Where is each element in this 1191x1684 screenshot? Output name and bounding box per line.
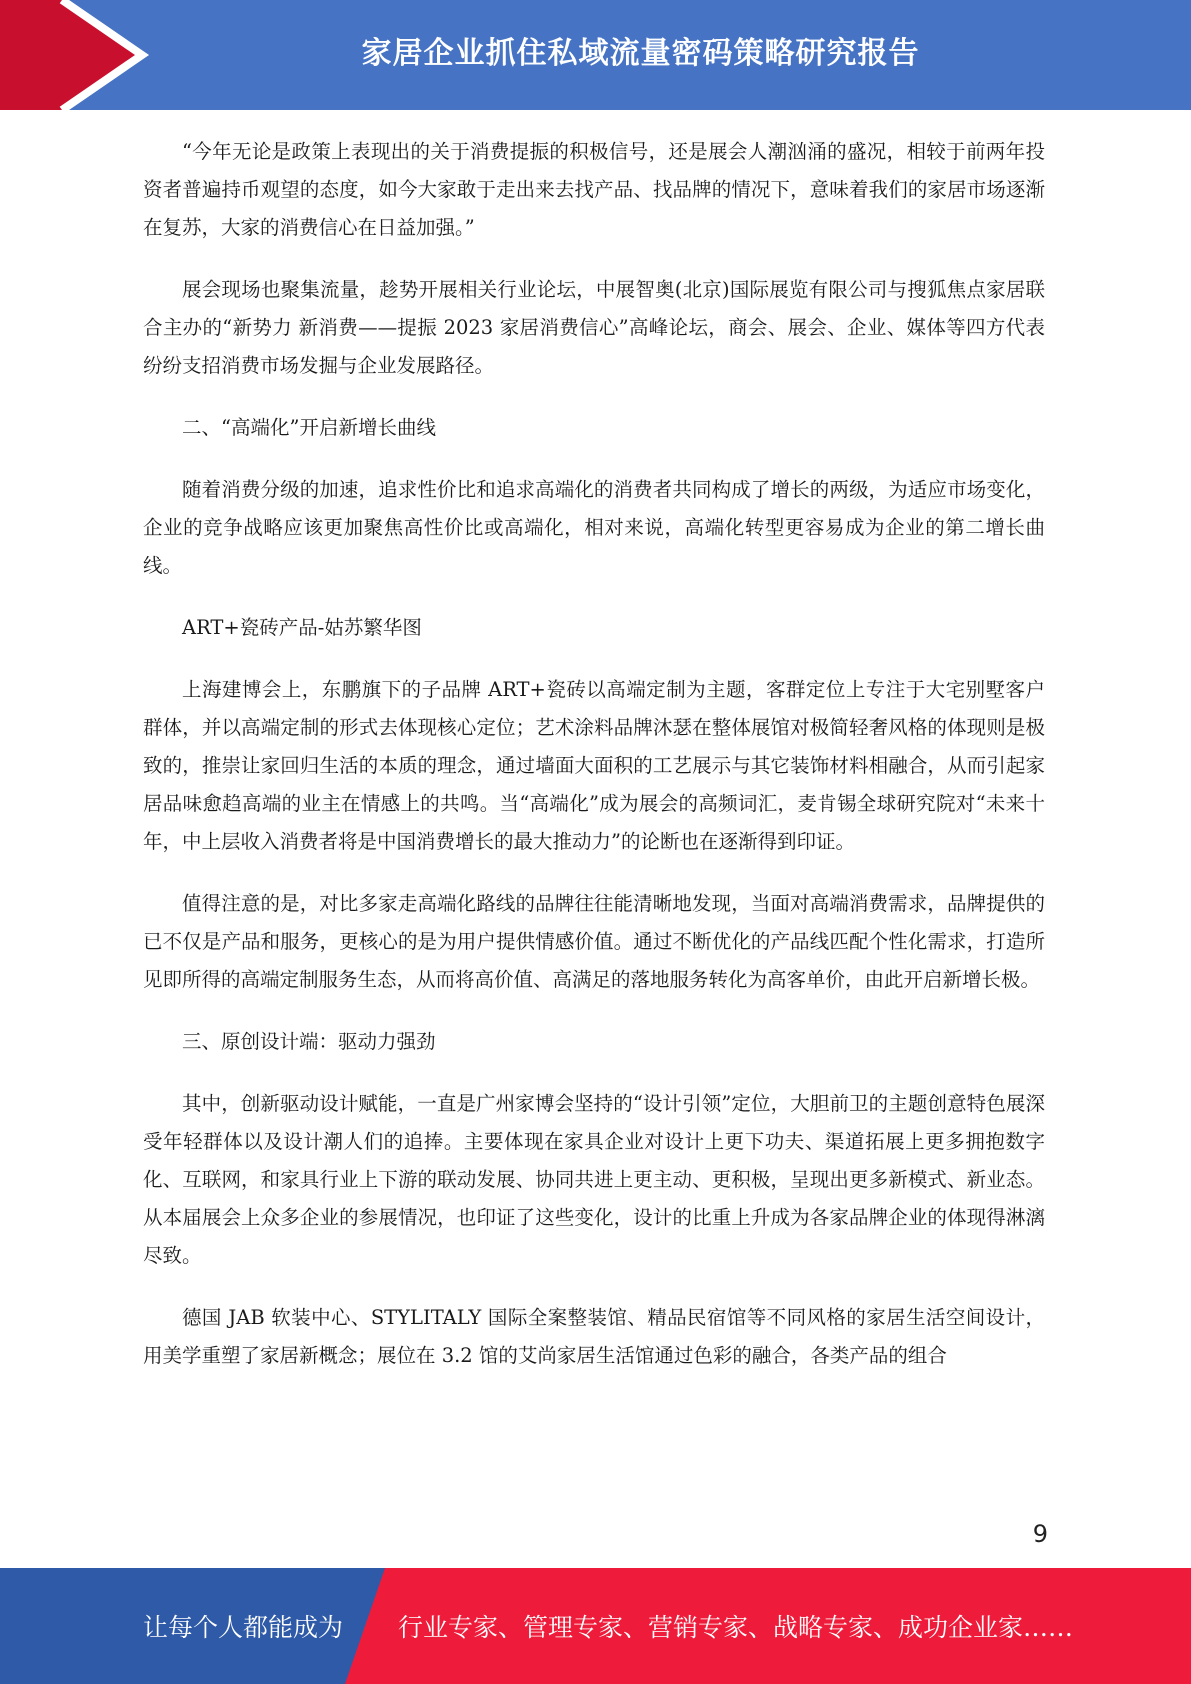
page-title: 家居企业抓住私域流量密码策略研究报告 (361, 36, 920, 71)
paragraph: 随着消费分级的加速，追求性价比和追求高端化的消费者共同构成了增长的两级，为适应市场变化，企业的竞争战略应该更加聚焦高性价比或高端化，相对来说，高端化转型更容易成为企业的第二增长曲线。 (143, 478, 1045, 577)
paragraph: 值得注意的是，对比多家走高端化路线的品牌往往能清晰地发现，当面对高端消费需求，品牌提供的已不仅是产品和服务，更核心的是为用户提供情感价值。通过不断优化的产品线匹配个性化需求，打造所见即所得的高端定制服务生态，从而将高价值、高满足的落地服务转化为高客单价，由此开启新增长极。 (143, 892, 1045, 991)
footer-slogan-left: 让每个人都能成为 (143, 1613, 344, 1642)
page-number: 9 (1032, 1520, 1048, 1548)
figure-caption: ART+瓷砖产品-姑苏繁华图 (182, 616, 422, 639)
paragraph: 上海建博会上，东鹏旗下的子品牌 ART+瓷砖以高端定制为主题，客群定位上专注于大宅别墅客户群体，并以高端定制的形式去体现核心定位；艺术涂料品牌沐瑟在整体展馆对极简轻奢风格的体现则是极致的，推崇让家回归生活的本质的理念，通过墙面大面积的工艺展示与其它装饰材料相融合，从而引起家居品味愈趋高端的业主在情感上的共鸣。当“高端化”成为展会的高频词汇，麦肯锡全球研究院对“未来十年，中上层收入消费者将是中国消费增长的最大推动力”的论断也在逐渐得到印证。 (143, 678, 1045, 853)
footer-slogan-right: 行业专家、管理专家、营销专家、战略专家、成功企业家…… (398, 1613, 1074, 1642)
footer-banner (0, 1568, 1191, 1684)
header-banner (0, 0, 1191, 110)
section-heading: 二、“高端化”开启新增长曲线 (182, 416, 436, 439)
paragraph: 展会现场也聚集流量，趁势开展相关行业论坛，中展智奥(北京)国际展览有限公司与搜狐焦点家居联合主办的“新势力 新消费——提振 2023 家居消费信心”高峰论坛，商会、展会、企业、媒体等四方代表纷纷支招消费市场发掘与企业发展路径。 (143, 278, 1045, 377)
document-body (143, 133, 1045, 1399)
section-heading: 三、原创设计端：驱动力强劲 (182, 1030, 436, 1053)
paragraph: “今年无论是政策上表现出的关于消费提振的积极信号，还是展会人潮汹涌的盛况，相较于前两年投资者普遍持币观望的态度，如今大家敢于走出来去找产品、找品牌的情况下，意味着我们的家居市场逐渐在复苏，大家的消费信心在日益加强。” (143, 140, 1045, 239)
paragraph: 其中，创新驱动设计赋能，一直是广州家博会坚持的“设计引领”定位，大胆前卫的主题创意特色展深受年轻群体以及设计潮人们的追捧。主要体现在家具企业对设计上更下功夫、渠道拓展上更多拥抱数字化、互联网，和家具行业上下游的联动发展、协同共进上更主动、更积极，呈现出更多新模式、新业态。从本届展会上众多企业的参展情况，也印证了这些变化，设计的比重上升成为各家品牌企业的体现得淋漓尽致。 (143, 1092, 1045, 1267)
paragraph: 德国 JAB 软装中心、STYLITALY 国际全案整装馆、精品民宿馆等不同风格的家居生活空间设计，用美学重塑了家居新概念；展位在 3.2 馆的艾尚家居生活馆通过色彩的融合，各类产品的组合 (143, 1306, 1045, 1367)
